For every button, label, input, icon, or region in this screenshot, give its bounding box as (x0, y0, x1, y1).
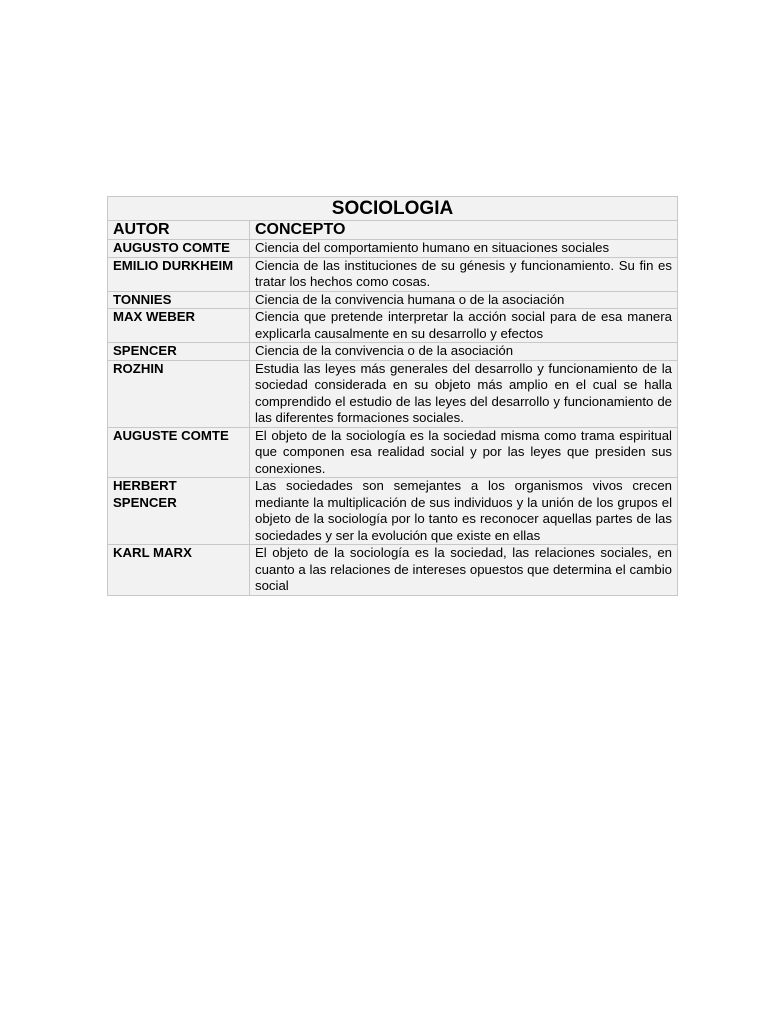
concepto-cell: Ciencia de las instituciones de su génesis y funcionamiento. Su fin es tratar los hechos como cosas. (250, 257, 678, 291)
header-row (108, 221, 678, 240)
table-row (108, 257, 678, 291)
concepto-cell: Ciencia que pretende interpretar la acción social para de esa manera explicarla causalmente en su desarrollo y efectos (250, 309, 678, 343)
table-row (108, 240, 678, 258)
header-concepto: CONCEPTO (250, 221, 678, 240)
table-row (108, 360, 678, 427)
header-autor: AUTOR (108, 221, 250, 240)
autor-cell: TONNIES (108, 291, 250, 309)
autor-cell: HERBERT SPENCER (108, 478, 250, 545)
autor-cell: EMILIO DURKHEIM (108, 257, 250, 291)
table-row (108, 427, 678, 478)
table-row (108, 343, 678, 361)
sociologia-table (107, 196, 678, 596)
concepto-cell: Ciencia del comportamiento humano en situaciones sociales (250, 240, 678, 258)
autor-cell: AUGUSTO COMTE (108, 240, 250, 258)
table-row (108, 291, 678, 309)
table-row (108, 309, 678, 343)
table-row (108, 545, 678, 596)
autor-cell: SPENCER (108, 343, 250, 361)
concepto-cell: El objeto de la sociología es la sociedad, las relaciones sociales, en cuanto a las relaciones de intereses opuestos que determina el cambio social (250, 545, 678, 596)
autor-cell: ROZHIN (108, 360, 250, 427)
table-title: SOCIOLOGIA (108, 197, 678, 221)
concepto-cell: Estudia las leyes más generales del desarrollo y funcionamiento de la sociedad considerada en su objeto más amplio en el cual se halla comprendido el estudio de las leyes del desarrollo y funcionamiento de las diferentes formaciones sociales. (250, 360, 678, 427)
concepto-cell: El objeto de la sociología es la sociedad misma como trama espiritual que componen esa realidad social y por las leyes que presiden sus conexiones. (250, 427, 678, 478)
title-row (108, 197, 678, 221)
concepto-cell: Ciencia de la convivencia humana o de la asociación (250, 291, 678, 309)
autor-cell: KARL MARX (108, 545, 250, 596)
concepto-cell: Ciencia de la convivencia o de la asociación (250, 343, 678, 361)
autor-cell: AUGUSTE COMTE (108, 427, 250, 478)
table-row (108, 478, 678, 545)
autor-cell: MAX WEBER (108, 309, 250, 343)
concepto-cell: Las sociedades son semejantes a los organismos vivos crecen mediante la multiplicación de sus individuos y la unión de los grupos el objeto de la sociología por lo tanto es reconocer aquellas partes de las sociedades y ser la evolución que existe en ellas (250, 478, 678, 545)
